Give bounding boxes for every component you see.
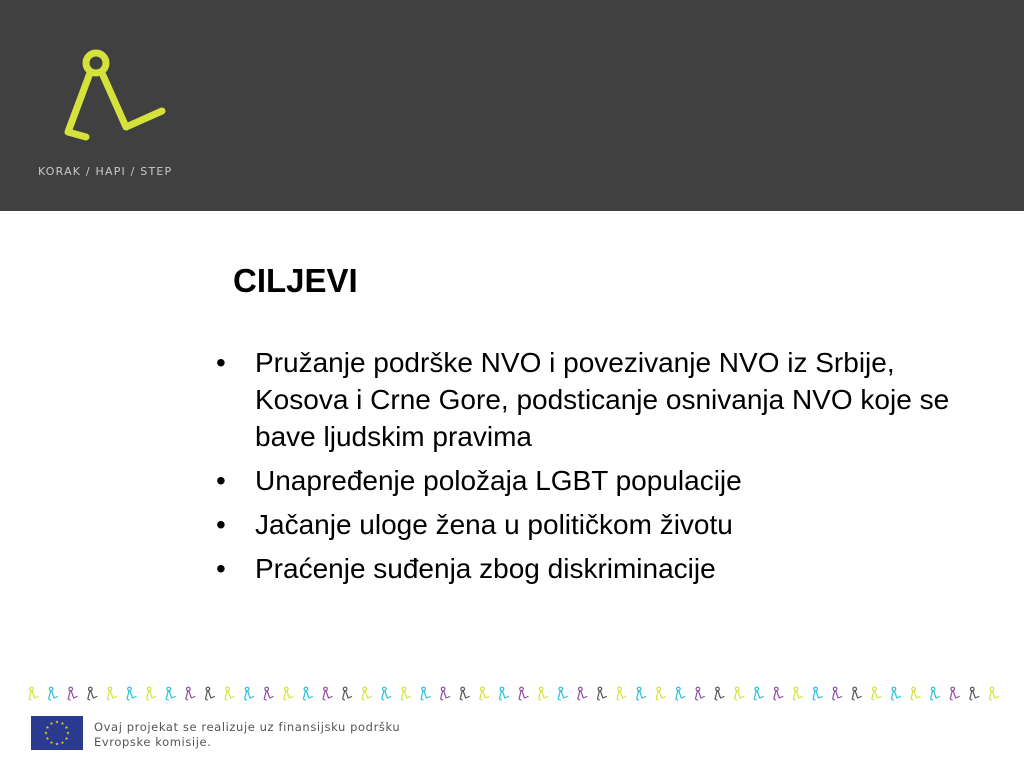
figure-icon — [695, 687, 704, 700]
figure-icon — [166, 687, 175, 700]
figure-icon — [382, 687, 391, 700]
figure-icon — [891, 687, 900, 700]
figure-icon — [970, 687, 979, 700]
eu-flag-icon — [31, 716, 83, 750]
figure-icon — [637, 687, 646, 700]
figure-icon — [186, 687, 195, 700]
figure-icon — [597, 687, 606, 700]
figure-icon — [833, 687, 842, 700]
bullet-icon: • — [216, 465, 226, 496]
goal-text: Pružanje podrške NVO i povezivanje NVO iz Srbije, Kosova i Crne Gore, podsticanje osnivanja NVO koje se bave ljudskim pravima — [255, 347, 950, 452]
eu-funding-note — [94, 720, 400, 750]
figure-icon — [931, 687, 940, 700]
figure-icon — [617, 687, 626, 700]
figure-icon — [676, 687, 685, 700]
figure-icon — [735, 687, 744, 700]
figure-icon — [715, 687, 724, 700]
figure-icon — [793, 687, 802, 700]
figure-icon — [558, 687, 567, 700]
figure-icon — [225, 687, 234, 700]
step-logo-icon — [60, 47, 170, 142]
figure-icon — [29, 687, 38, 700]
decorative-figure-strip — [28, 686, 1008, 702]
figure-icon — [441, 687, 450, 700]
figure-icon — [343, 687, 352, 700]
bullet-icon: • — [216, 347, 226, 378]
figure-icon — [754, 687, 763, 700]
figure-icon — [852, 687, 861, 700]
goals-list — [210, 344, 970, 594]
eu-funding-line2: Evropske komisije. — [94, 735, 212, 749]
figure-icon — [88, 687, 97, 700]
list-item — [210, 506, 970, 543]
figure-icon — [401, 687, 410, 700]
figure-icon — [872, 687, 881, 700]
figure-icon — [480, 687, 489, 700]
figure-icon — [578, 687, 587, 700]
logo-tagline: KORAK / HAPI / STEP — [38, 165, 173, 178]
figure-icon — [539, 687, 548, 700]
bullet-icon: • — [216, 509, 226, 540]
figure-icon — [499, 687, 508, 700]
figure-icon — [323, 687, 332, 700]
list-item — [210, 462, 970, 499]
figure-icon — [245, 687, 254, 700]
figure-icon — [127, 687, 136, 700]
bullet-icon: • — [216, 553, 226, 584]
figure-icon — [989, 687, 998, 700]
eu-funding-line1: Ovaj projekat se realizuje uz finansijsku podršku — [94, 720, 401, 734]
figure-icon — [460, 687, 469, 700]
figure-icon — [421, 687, 430, 700]
slide-title: CILJEVI — [233, 262, 358, 299]
list-item — [210, 550, 970, 587]
figure-icon — [911, 687, 920, 700]
figure-icon — [656, 687, 665, 700]
goal-text: Praćenje suđenja zbog diskriminacije — [255, 553, 716, 584]
figure-icon — [284, 687, 293, 700]
figure-icon — [774, 687, 783, 700]
figure-icon — [107, 687, 116, 700]
figure-icon — [519, 687, 528, 700]
header-banner — [0, 0, 1024, 211]
figure-icon — [303, 687, 312, 700]
goal-text: Jačanje uloge žena u političkom životu — [255, 509, 733, 540]
figure-icon — [205, 687, 214, 700]
figure-icon — [264, 687, 273, 700]
figure-icon — [49, 687, 58, 700]
figure-icon — [813, 687, 822, 700]
figure-icon — [68, 687, 77, 700]
figure-icon — [362, 687, 371, 700]
goal-text: Unapređenje položaja LGBT populacije — [255, 465, 742, 496]
figure-icon — [950, 687, 959, 700]
list-item — [210, 344, 970, 455]
figure-icon — [147, 687, 156, 700]
